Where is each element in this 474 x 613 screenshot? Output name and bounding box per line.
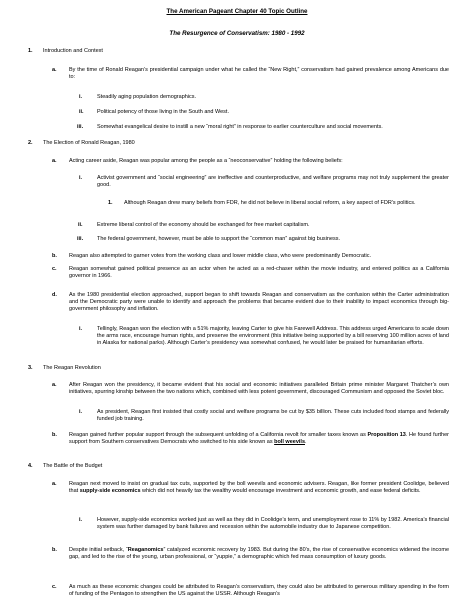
outline-subitem: However, supply-side economics worked just as well as they did in Coolidge’s term, and unemployment rose to 11% by 1982. America’s financial system was further damaged by bank failures and recession within the automobile industry due to Japanese competition. [97,517,449,530]
item-marker: b. [52,432,57,438]
sub-marker: iii. [77,236,84,242]
outline-subitem: Activist government and “social engineering” are ineffective and counterproductive, and welfare programs may not truly supplement the greater good. [97,175,449,188]
outline-item: Reagan gained further popular support through the subsequent unfolding of a California revolt for smaller taxes known as Proposition 13. He found further support from Southern conservatives Democrats who switched to his side known as boll weevils. [69,432,450,445]
outline-item: As much as these economic changes could be attributed to Reagan’s conservatism, they could also be attributed to generous military spending in the form of funding of the Pentagon to strengthen the US against the USSR. Although Reagan’s [69,584,449,597]
sub-marker: i. [79,326,83,332]
item-marker: b. [52,253,57,259]
section-heading: The Battle of the Budget [43,463,103,469]
item-marker: a. [52,158,57,164]
term-supply-side-economics: supply-side economics [79,487,141,494]
item-marker: b. [52,547,57,553]
section-heading: The Election of Ronald Reagan, 1980 [43,140,135,146]
item-marker: a. [52,67,57,73]
sub-marker: ii. [78,222,83,228]
sub-marker: 1. [108,200,113,206]
sub-marker: i. [79,175,83,181]
outline-item: Reagan also attempted to garner votes from the working class and lower middle class, who were predominantly Democratic. [69,253,372,259]
outline-item: Despite initial setback, “Reaganomics” catalyzed economic recovery by 1983. But during the 80’s, the rise of conservative economics widened the income gap, and led to the rise of the young, urban professional, or “yuppie,” a demographic which fed mass consumption of luxury goods. [69,547,449,560]
outline-subitem: Tellingly, Reagan won the election with a 51% majority, leaving Carter to give his Farewell Address. This address urged Americans to scale down the arms race, encourage human rights, and preserve the environment (this initiative being supported by a bill reserving 100 million acres of land in Alaska for national parks). Although Carter’s presidency was somewhat confused, he would later be praised for humanitarian efforts. [97,326,449,346]
section-number: 2. [28,140,33,146]
outline-item: Acting career aside, Reagan was popular among the people as a “neoconservative” holding the following beliefs: [69,158,343,164]
outline-subitem: Extreme liberal control of the economy should be exchanged for free market capitalism. [97,222,310,228]
item-marker: a. [52,382,57,388]
section-heading: Introduction and Context [43,48,103,54]
term-reaganomics: Reaganomics [127,547,164,553]
outline-subitem: The federal government, however, must be able to support the “common man” against big business. [97,236,341,242]
outline-subitem: As president, Reagan first insisted that costly social and welfare programs be cut by $35 billion. These cuts included food stamps and federally funded job training. [97,409,449,422]
item-marker: a. [52,481,57,487]
outline-item: Reagan somewhat gained political presence as an actor when he acted as a red-chaser within the movie industry, and entered politics as a California governor in 1966. [69,266,449,279]
section-number: 3. [28,365,33,371]
outline-subitem: Steadily aging population demographics. [97,94,197,100]
sub-marker: ii. [79,109,84,115]
item-marker: c. [52,584,57,590]
outline-item: By the time of Ronald Reagan’s presidential campaign under what he called the “New Right,” conservatism had gained prevalence among Americans due to: [69,67,449,80]
outline-subitem: Somewhat evangelical desire to instill a new “moral right” in response to earlier counterculture and social movements. [97,124,383,130]
term-boll-weevils: boll weevils [274,438,305,445]
sub-marker: i. [79,409,83,415]
sub-marker: iii. [77,124,84,130]
item-marker: c. [52,266,57,272]
outline-item: After Reagan won the presidency, it became evident that his social and economic initiatives paralleled Britain prime minister Margaret Thatcher’s own initiatives, spurring kinship between the two nations which, combined with less potent government, discouraged Communism and opposed the Soviet bloc. [69,382,449,395]
outline-item: Reagan next moved to insist on gradual tax cuts, supported by the boll weevils and economic advisers. Reagan, like former president Coolidge, believed that supply-side economics which did not heavily tax the wealthy would encourage investment and economic growth, and ease federal deficits. [69,481,449,494]
term-proposition-13: Proposition 13 [367,432,406,438]
outline-item: As the 1980 presidential election approached, support began to shift towards Reagan and conservatism as the confusion within the Carter administration and the Democratic party were unable to identify and approach the problems that became evident due to their inability to impact economics through big-government philosophy and inflation. [69,292,449,312]
outline-subitem: Political potency of those living in the South and West. [97,109,229,115]
sub-marker: i. [79,517,83,523]
document-subtitle: The Resurgence of Conservatism: 1980 - 1992 [169,30,305,37]
outline-subitem: Although Reagan drew many beliefs from FDR, he did not believe in liberal social reform, a key aspect of FDR’s politics. [124,200,416,206]
sub-marker: i. [79,94,83,100]
section-number: 4. [28,463,33,469]
section-heading: The Reagan Revolution [43,365,101,371]
section-number: 1. [28,48,33,54]
item-marker: d. [52,292,57,298]
document-title: The American Pageant Chapter 40 Topic Outline [166,8,308,15]
